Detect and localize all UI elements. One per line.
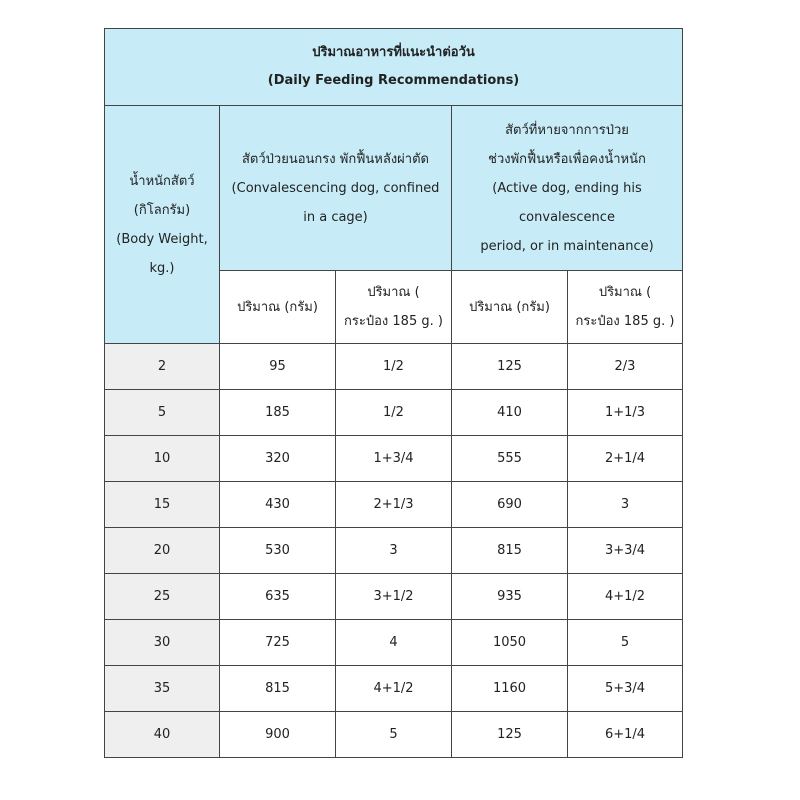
convalescing-grams-cell: 95 (220, 344, 336, 390)
active-grams-cell: 1050 (452, 620, 568, 666)
feeding-table (104, 28, 683, 758)
active-cans-cell: 3 (568, 482, 683, 528)
active-cans-cell: 2/3 (568, 344, 683, 390)
convalescing-cans-cell: 3+1/2 (336, 574, 452, 620)
active-cans-cell: 2+1/4 (568, 436, 683, 482)
active-grams-cell: 125 (452, 344, 568, 390)
table-row (105, 666, 683, 712)
convalescing-cans-cell: 4+1/2 (336, 666, 452, 712)
convalescing-grams-cell: 815 (220, 666, 336, 712)
cans-header-line: ปริมาณ ( (598, 285, 652, 300)
grams-header-line: ปริมาณ (กรัม) (237, 299, 318, 315)
convalescing-grams-cell: 430 (220, 482, 336, 528)
weight-cell: 35 (105, 666, 220, 712)
active-header-line: ช่วงพักฟื้นหรือเพื่อคงน้ำหนัก (488, 151, 646, 167)
convalescing-header-line: สัตว์ป่วยนอนกรง พักฟื้นหลังผ่าตัด (242, 151, 429, 167)
weight-cell: 30 (105, 620, 220, 666)
convalescing-grams-cell: 185 (220, 390, 336, 436)
convalescing-cans-cell: 2+1/3 (336, 482, 452, 528)
weight-cell: 25 (105, 574, 220, 620)
convalescing-cans-cell: 1/2 (336, 344, 452, 390)
cans-header-line: กระป๋อง 185 g. ) (575, 314, 675, 329)
convalescing-cans-cell: 1+3/4 (336, 436, 452, 482)
active-header-line: convalescence (519, 209, 615, 225)
weight-header-line: kg.) (149, 260, 175, 276)
convalescing-grams-header (220, 271, 336, 344)
table-row (105, 712, 683, 758)
weight-header-line: (Body Weight, (116, 231, 208, 247)
weight-cell: 2 (105, 344, 220, 390)
table-row (105, 528, 683, 574)
active-header-line: period, or in maintenance) (480, 238, 654, 254)
convalescing-cans-cell: 5 (336, 712, 452, 758)
active-cans-cell: 1+1/3 (568, 390, 683, 436)
active-grams-cell: 935 (452, 574, 568, 620)
weight-cell: 10 (105, 436, 220, 482)
active-grams-cell: 815 (452, 528, 568, 574)
active-header-line: สัตว์ที่หายจากการป่วย (505, 122, 629, 138)
title-row (105, 29, 683, 106)
active-cans-cell: 6+1/4 (568, 712, 683, 758)
convalescing-header-line: (Convalescencing dog, confined (231, 180, 440, 196)
weight-header (105, 106, 220, 344)
weight-header-line: น้ำหนักสัตว์ (129, 173, 195, 189)
weight-header-line: (กิโลกรัม) (133, 202, 191, 218)
table-row (105, 390, 683, 436)
convalescing-grams-cell: 635 (220, 574, 336, 620)
weight-cell: 5 (105, 390, 220, 436)
active-grams-cell: 555 (452, 436, 568, 482)
convalescing-cans-cell: 3 (336, 528, 452, 574)
convalescing-header-line: in a cage) (303, 209, 368, 225)
cans-header-line: ปริมาณ ( (367, 285, 420, 300)
cans-header-line: กระป๋อง 185 g. ) (344, 314, 443, 329)
title-english: (Daily Feeding Recommendations) (267, 73, 520, 88)
table-row (105, 482, 683, 528)
active-cans-cell: 3+3/4 (568, 528, 683, 574)
convalescing-grams-cell: 320 (220, 436, 336, 482)
convalescing-group-header (220, 106, 452, 271)
active-grams-cell: 690 (452, 482, 568, 528)
convalescing-grams-cell: 530 (220, 528, 336, 574)
title-thai: ปริมาณอาหารที่แนะนำต่อวัน (312, 45, 475, 60)
convalescing-grams-cell: 725 (220, 620, 336, 666)
table-row (105, 436, 683, 482)
active-grams-cell: 125 (452, 712, 568, 758)
table-row (105, 344, 683, 390)
grams-header-line: ปริมาณ (กรัม) (469, 299, 550, 315)
active-header-line: (Active dog, ending his (492, 180, 642, 196)
active-cans-cell: 5 (568, 620, 683, 666)
active-cans-cell: 4+1/2 (568, 574, 683, 620)
active-group-header (452, 106, 683, 271)
active-grams-cell: 410 (452, 390, 568, 436)
table-title (105, 29, 683, 106)
active-cans-header (568, 271, 683, 344)
convalescing-cans-cell: 4 (336, 620, 452, 666)
weight-cell: 20 (105, 528, 220, 574)
convalescing-cans-header (336, 271, 452, 344)
group-header-row (105, 106, 683, 271)
table-row (105, 574, 683, 620)
active-cans-cell: 5+3/4 (568, 666, 683, 712)
table-row (105, 620, 683, 666)
active-grams-cell: 1160 (452, 666, 568, 712)
convalescing-grams-cell: 900 (220, 712, 336, 758)
active-grams-header (452, 271, 568, 344)
convalescing-cans-cell: 1/2 (336, 390, 452, 436)
weight-cell: 40 (105, 712, 220, 758)
weight-cell: 15 (105, 482, 220, 528)
